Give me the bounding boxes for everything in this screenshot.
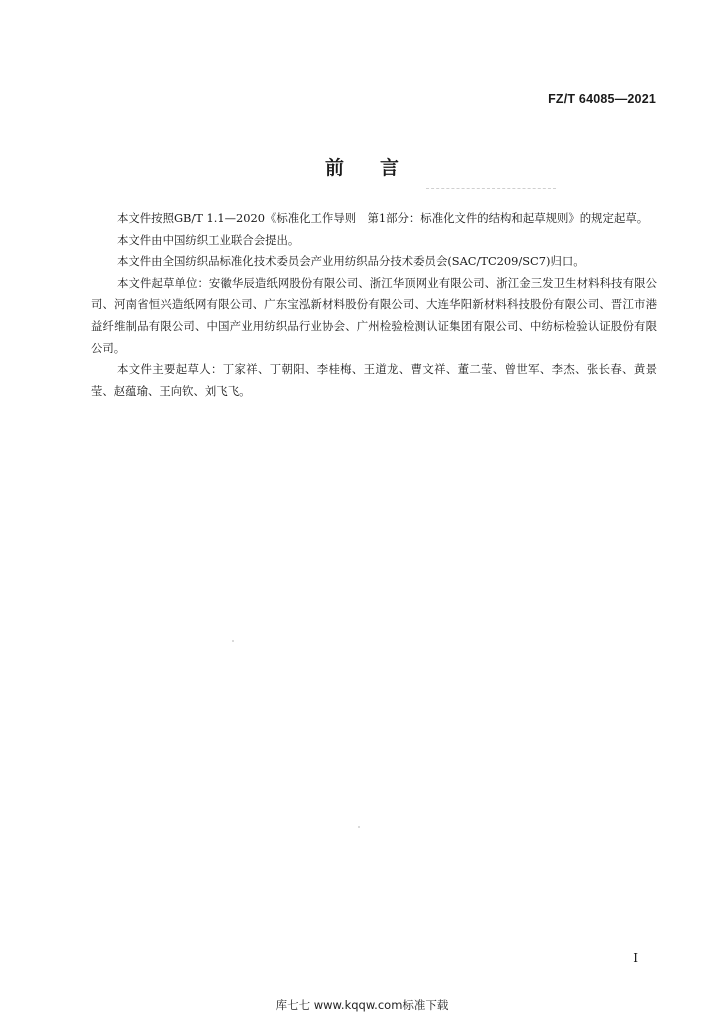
paragraph-drafters: 本文件主要起草人：丁家祥、丁朝阳、李桂梅、王道龙、曹文祥、董二莹、曾世军、李杰、张长春、黄景莹、赵蕴瑜、王向钦、刘飞飞。 bbox=[91, 362, 657, 398]
foreword-body bbox=[91, 208, 657, 402]
paragraph-committee: 本文件由全国纺织品标准化技术委员会产业用纺织品分技术委员会(SAC/TC209/SC7)归口。 bbox=[117, 254, 585, 269]
page-title: 前言 bbox=[324, 157, 435, 179]
standard-number: FZ/T 64085—2021 bbox=[548, 92, 656, 106]
page-number: I bbox=[633, 951, 638, 965]
paragraph-proposer: 本文件由中国纺织工业联合会提出。 bbox=[117, 232, 300, 247]
scan-speck bbox=[358, 826, 360, 828]
paragraph-drafting-rules: 本文件按照GB/T 1.1—2020《标准化工作导则 第1部分：标准化文件的结构和起草规则》的规定起草。 bbox=[117, 211, 649, 225]
faint-rule bbox=[426, 188, 556, 189]
download-watermark: 库七七 www.kqqw.com标准下载 bbox=[275, 998, 449, 1012]
scan-speck bbox=[232, 640, 234, 642]
paragraph-drafting-units: 本文件起草单位：安徽华辰造纸网股份有限公司、浙江华顶网业有限公司、浙江金三发卫生材料科技有限公司、河南省恒兴造纸网有限公司、广东宝泓新材料股份有限公司、大连华阳新材料科技股份有限公司、晋江市港益纤维制品有限公司、中国产业用纺织品行业协会、广州检验检测认证集团有限公司、中纺标检验认证股份有限公司。 bbox=[91, 275, 657, 355]
